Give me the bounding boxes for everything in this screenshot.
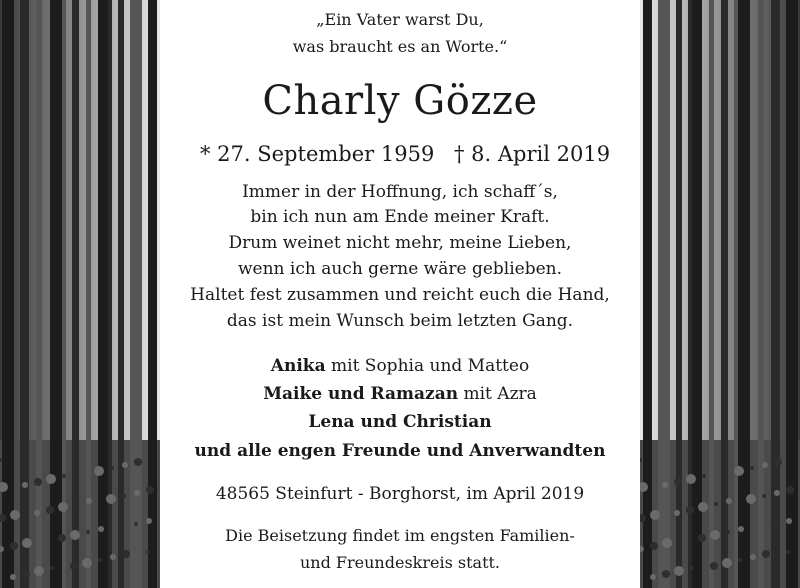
tree-trunk [676,0,682,588]
tree-trunk [692,0,702,588]
mourner-line-3 [160,412,640,432]
tree-trunk [130,0,142,588]
verse-line: bin ich nun am Ende meiner Kraft. [250,207,550,227]
mourner-name: und alle engen Freunde und Anverwandten [194,441,606,461]
funeral-note-line-1: Die Beisetzung findet im engsten Familien- [225,526,575,545]
mourner-name: Anika [270,356,326,376]
birth-date: * 27. September 1959 [200,142,435,166]
tree-trunk [734,0,738,588]
tree-trunk [62,0,66,588]
tree-trunk [786,0,798,588]
mourner-detail: mit Azra [458,384,537,404]
tree-trunk [72,0,79,588]
verse-line: Immer in der Hoffnung, ich schaff´s, [242,182,558,202]
forest-illustration [640,0,800,588]
quote-line-1: „Ein Vater warst Du, [316,10,484,29]
quote-line-2: was braucht es an Worte.“ [292,37,508,56]
tree-trunk [2,0,14,588]
mourner-line-1 [160,356,640,376]
mourner-name: Maike und Ramazan [263,384,459,404]
tree-trunk [771,0,780,588]
funeral-note-line-2: und Freundeskreis statt. [299,553,501,572]
tree-trunk [688,0,692,588]
deceased-name: Charly Gözze [262,78,538,124]
tree-trunk [758,0,764,588]
tree-trunk [709,0,714,588]
tree-trunk [50,0,64,588]
verse-line: wenn ich auch gerne wäre geblieben. [238,259,562,279]
life-dates [160,142,640,168]
obituary-card [160,0,640,588]
mourner-detail: mit Sophia und Matteo [325,356,530,376]
mourner-name: Lena und Christian [308,412,492,432]
mourner-line-2 [160,384,640,404]
forest-photo-right [640,0,800,588]
place-and-date: 48565 Steinfurt - Borghorst, im April 2019 [215,484,585,504]
tree-trunk [20,0,29,588]
tree-trunk [36,0,42,588]
verse-line: das ist mein Wunsch beim letzten Gang. [226,311,574,331]
forest-illustration [0,0,160,588]
tree-trunk [658,0,670,588]
forest-photo-left [0,0,160,588]
tree-trunk [643,0,652,588]
mourner-line-4 [160,441,640,461]
death-date: † 8. April 2019 [454,142,611,166]
tree-trunk [148,0,157,588]
tree-trunk [118,0,124,588]
verse-line: Haltet fest zusammen und reicht euch die Hand, [190,285,610,305]
verse-line: Drum weinet nicht mehr, meine Lieben, [228,233,572,253]
